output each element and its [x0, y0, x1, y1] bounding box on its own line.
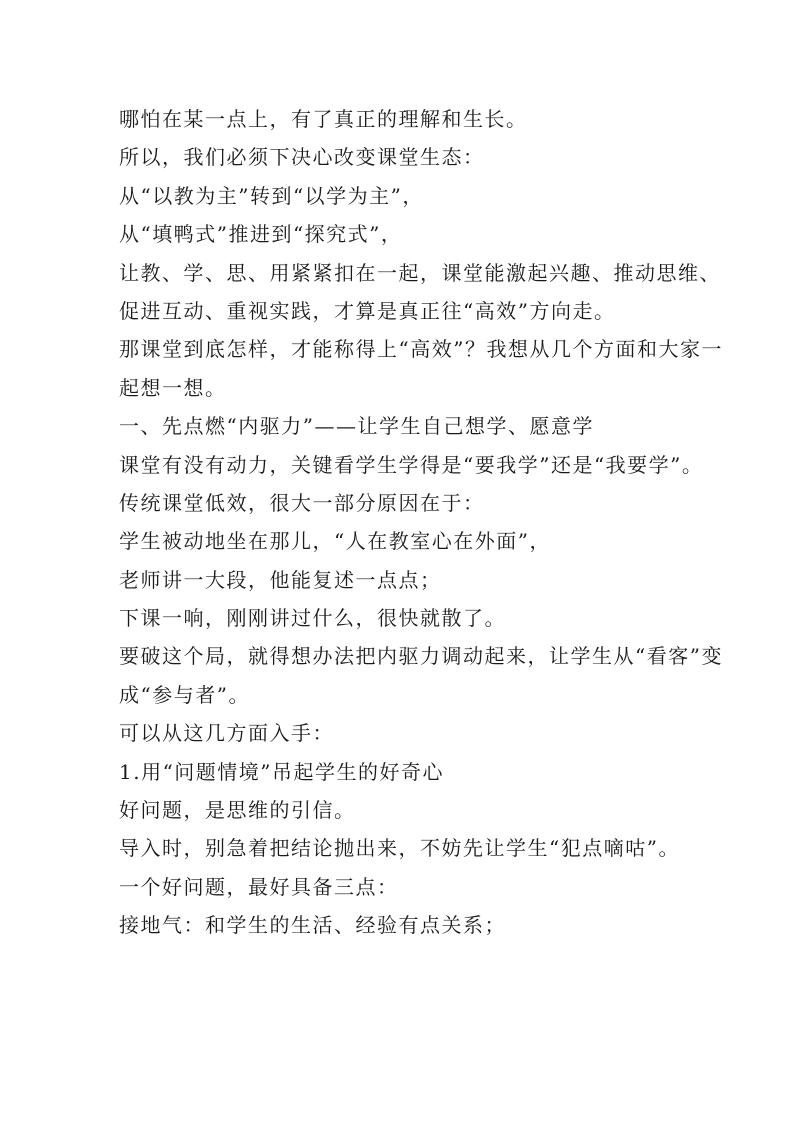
text-line: 学生被动地坐在那儿，“人在教室心在外面”，: [119, 529, 551, 554]
text-line: 促进互动、重视实践，才算是真正往“高效”方向走。: [119, 298, 616, 323]
text-line: 可以从这几方面入手：: [119, 721, 334, 746]
text-line: 成“参与者”。: [119, 682, 250, 707]
text-line: 所以，我们必须下决心改变课堂生态：: [119, 145, 485, 170]
text-line: 一个好问题，最好具备三点：: [119, 874, 399, 899]
text-line: 老师讲一大段，他能复述一点点；: [119, 567, 442, 592]
text-line: 从“填鸭式”推进到“探究式”，: [119, 222, 403, 247]
subsection-heading: 1.用“问题情境”吊起学生的好奇心: [119, 759, 445, 784]
text-line: 好问题，是思维的引信。: [119, 798, 356, 823]
text-line: 起想一想。: [119, 375, 227, 400]
text-line: 让教、学、思、用紧紧扣在一起，课堂能激起兴趣、推动思维、: [119, 260, 721, 285]
text-line: 从“以教为主”转到“以学为主”，: [119, 183, 424, 208]
text-line: 要破这个局，就得想办法把内驱力调动起来，让学生从“看客”变: [119, 644, 723, 669]
text-line: 导入时，别急着把结论抛出来，不妨先让学生“犯点嘀咕”。: [119, 836, 680, 861]
text-line: 哪怕在某一点上，有了真正的理解和生长。: [119, 107, 528, 131]
text-line: 下课一响，刚刚讲过什么，很快就散了。: [119, 606, 506, 631]
text-line: 传统课堂低效，很大一部分原因在于：: [119, 490, 485, 515]
text-line: 那课堂到底怎样，才能称得上“高效”？我想从几个方面和大家一: [119, 337, 723, 362]
text-line: 课堂有没有动力，关键看学生学得是“要我学”还是“我要学”。: [119, 452, 704, 477]
text-line: 接地气：和学生的生活、经验有点关系；: [119, 913, 506, 938]
section-heading: 一、先点燃“内驱力”——让学生自己想学、愿意学: [119, 414, 594, 439]
body-text: [119, 100, 723, 945]
